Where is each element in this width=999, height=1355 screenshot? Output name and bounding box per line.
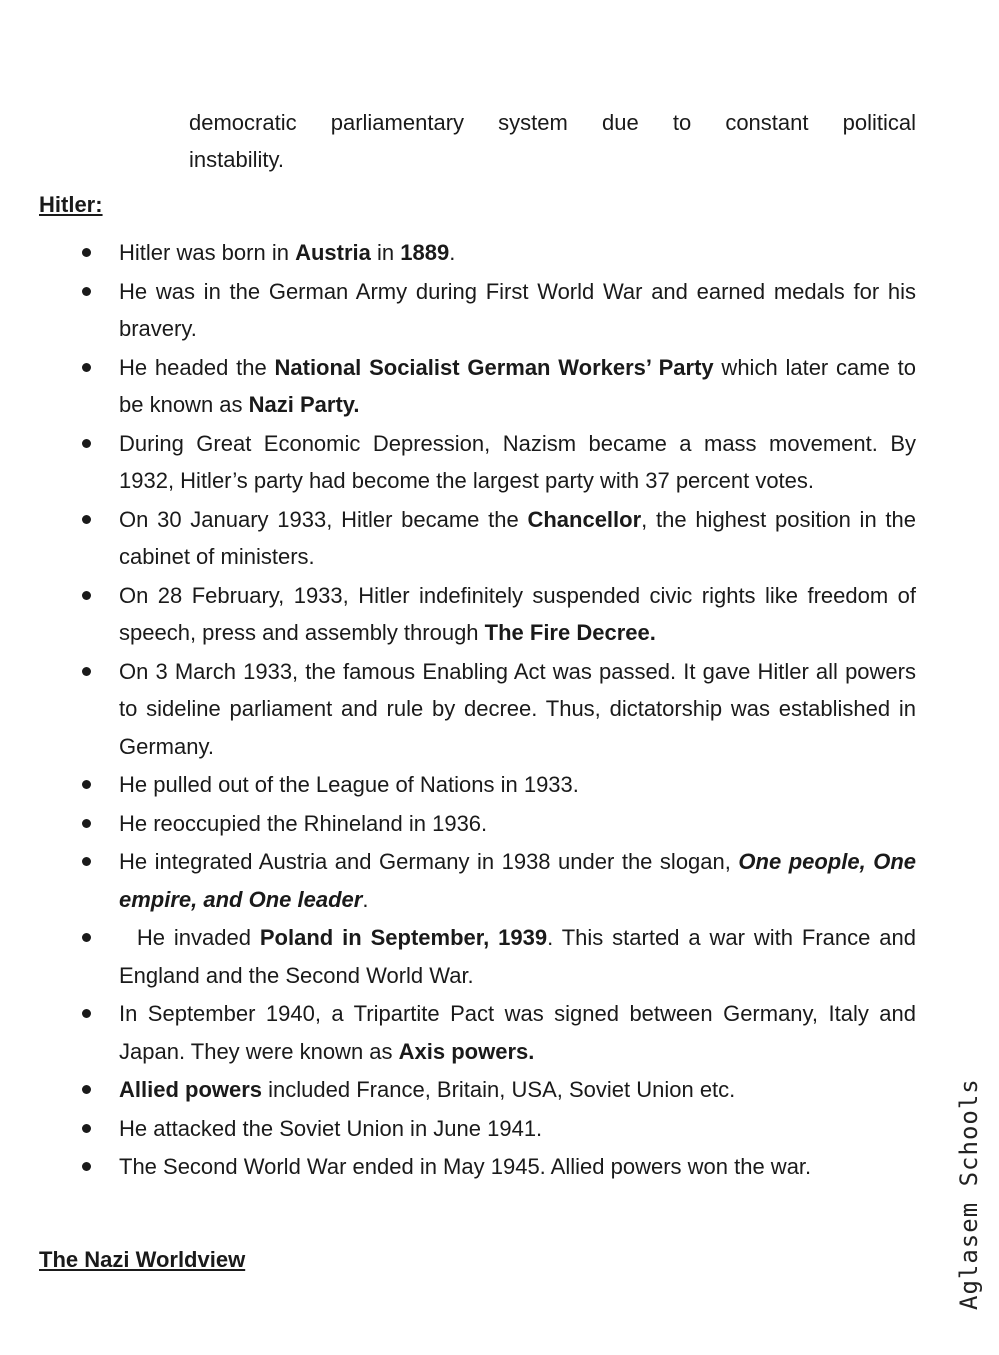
bullet-item — [0, 425, 923, 500]
bullet-item — [0, 995, 923, 1070]
bullet-dot-icon — [82, 857, 91, 866]
bullet-dot-icon — [82, 287, 91, 296]
intro-paragraph — [189, 104, 916, 178]
section-heading-hitler: Hitler: — [39, 192, 103, 217]
bullet-text-segment: Poland in September, 1939 — [259, 925, 548, 950]
bullet-item — [0, 577, 923, 652]
bullet-text-segment: Allied powers — [119, 1077, 263, 1102]
bullet-dot-icon — [82, 1085, 91, 1094]
bullet-item — [0, 1110, 916, 1148]
bullet-item — [0, 919, 923, 994]
bullet-item — [0, 273, 923, 348]
bullet-item — [0, 501, 923, 576]
bullet-item — [0, 766, 916, 804]
bullet-text-segment: National Socialist German Workers’ Party — [274, 354, 714, 380]
watermark-text: Aglasem Schools — [955, 1078, 983, 1310]
bullet-dot-icon — [82, 248, 91, 257]
bullet-text-segment: Hitler was born in — [119, 240, 296, 265]
bullet-dot-icon — [82, 1009, 91, 1018]
bullet-text-segment: He attacked the Soviet Union in June 1941. — [119, 1115, 543, 1141]
intro-line-2: instability. — [189, 147, 284, 172]
bullet-text-segment: Chancellor — [527, 506, 642, 532]
bullet-text-segment: The Fire Decree. — [484, 620, 656, 645]
bullet-text-segment: 1889 — [400, 240, 450, 265]
bullet-dot-icon — [82, 1124, 91, 1133]
bullet-text-segment: He integrated Austria and Germany in 1938 under the slogan, — [119, 849, 739, 874]
bullet-text-segment: On 30 January 1933, Hitler became the — [119, 506, 528, 532]
bullet-dot-icon — [82, 439, 91, 448]
bullet-item — [0, 1071, 916, 1109]
bullet-text-segment: Axis powers. — [398, 1038, 535, 1064]
bullet-dot-icon — [82, 363, 91, 372]
bullet-text-segment: . — [449, 240, 456, 265]
bullet-text-segment: in — [370, 240, 401, 265]
bullet-dot-icon — [82, 591, 91, 600]
bullet-text-segment: On 3 March 1933, the famous Enabling Act was passed. It gave Hitler all powers to sideline parliament and rule by decree. Thus, dictatorship was established in Germany. — [119, 658, 923, 759]
bullet-dot-icon — [82, 780, 91, 789]
bullet-text-segment: In September 1940, a Tripartite Pact was signed between Germany, Italy and Japan. They were known as — [119, 1001, 923, 1064]
bullet-text-segment: The Second World War ended in May 1945. Allied powers won the war. — [119, 1154, 812, 1179]
bullet-text-segment: During Great Economic Depression, Nazism became a mass movement. By 1932, Hitler’s party had become the largest party with 37 percent votes. — [119, 430, 923, 493]
bullet-text-segment: . — [362, 886, 369, 912]
hitler-bullet-list — [0, 234, 923, 1187]
section-heading-nazi-worldview: The Nazi Worldview — [39, 1247, 246, 1272]
bullet-text-segment: . This started a war with France and England and the Second World War. — [119, 925, 923, 988]
bullet-item — [0, 349, 923, 424]
bullet-text-segment: He was in the German Army during First World War and earned medals for his bravery. — [119, 278, 923, 341]
bullet-text-segment: On 28 February, 1933, Hitler indefinitely suspended civic rights like freedom of speech, press and assembly through — [119, 582, 923, 645]
bullet-text-segment: One people, One empire, and One leader — [119, 849, 923, 912]
bullet-text-segment: He reoccupied the Rhineland in 1936. — [119, 810, 488, 836]
bullet-item — [0, 805, 916, 843]
bullet-dot-icon — [82, 819, 91, 828]
intro-line-1: democratic parliamentary system due to constant political — [189, 110, 916, 135]
bullet-item — [0, 843, 923, 918]
bullet-text-segment: Nazi Party. — [248, 392, 360, 417]
bullet-text-segment: which later came to be known as — [119, 354, 923, 417]
bullet-dot-icon — [82, 667, 91, 676]
bullet-dot-icon — [82, 933, 91, 942]
bullet-item — [0, 234, 916, 272]
bullet-dot-icon — [82, 1162, 91, 1171]
bullet-text-segment: He headed the — [119, 354, 275, 380]
bullet-text-segment: Austria — [295, 240, 371, 265]
bullet-text-segment: included France, Britain, USA, Soviet Union etc. — [262, 1077, 736, 1102]
bullet-text-segment: , the highest position in the cabinet of ministers. — [119, 506, 923, 569]
bullet-item — [0, 653, 923, 766]
bullet-text-segment: He pulled out of the League of Nations in 1933. — [119, 772, 579, 797]
bullet-text-segment: He invaded — [119, 925, 260, 950]
bullet-item — [0, 1148, 916, 1186]
bullet-dot-icon — [82, 515, 91, 524]
